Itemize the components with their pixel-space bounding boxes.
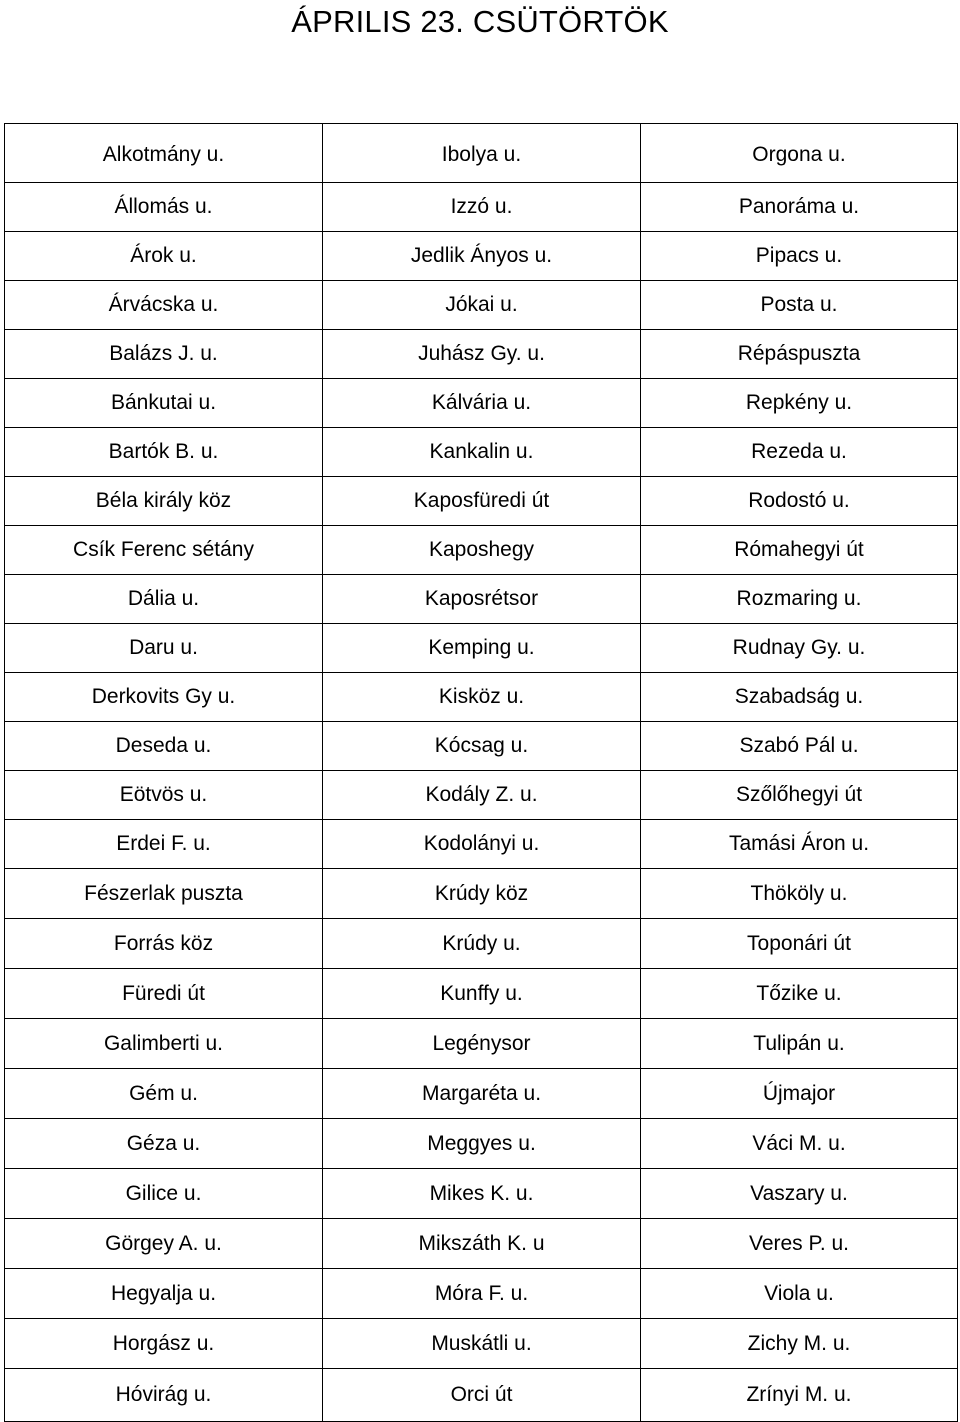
table-row: [5, 1219, 958, 1269]
street-cell: Zichy M. u.: [641, 1319, 958, 1369]
street-cell: Béla király köz: [5, 477, 323, 526]
street-cell: Váci M. u.: [641, 1119, 958, 1169]
street-cell: Csík Ferenc sétány: [5, 526, 323, 575]
street-cell: Posta u.: [641, 281, 958, 330]
table-row: [5, 1269, 958, 1319]
street-cell: Alkotmány u.: [5, 124, 323, 183]
street-cell: Szabadság u.: [641, 673, 958, 722]
street-cell: Füredi út: [5, 969, 323, 1019]
table-row: [5, 1169, 958, 1219]
street-cell: Meggyes u.: [323, 1119, 641, 1169]
table-row: [5, 281, 958, 330]
street-cell: Daru u.: [5, 624, 323, 673]
street-cell: Galimberti u.: [5, 1019, 323, 1069]
street-cell: Árok u.: [5, 232, 323, 281]
table-row: [5, 1119, 958, 1169]
street-cell: Margaréta u.: [323, 1069, 641, 1119]
street-cell: Újmajor: [641, 1069, 958, 1119]
street-cell: Orci út: [323, 1369, 641, 1422]
street-cell: Thököly u.: [641, 869, 958, 919]
street-cell: Kaposrétsor: [323, 575, 641, 624]
street-cell: Tőzike u.: [641, 969, 958, 1019]
street-cell: Jedlik Ányos u.: [323, 232, 641, 281]
street-cell: Dália u.: [5, 575, 323, 624]
street-table-body: [5, 124, 958, 1422]
street-cell: Izzó u.: [323, 183, 641, 232]
table-row: [5, 330, 958, 379]
street-cell: Krúdy köz: [323, 869, 641, 919]
street-cell: Móra F. u.: [323, 1269, 641, 1319]
street-cell: Kunffy u.: [323, 969, 641, 1019]
street-cell: Hóvirág u.: [5, 1369, 323, 1422]
street-cell: Erdei F. u.: [5, 820, 323, 869]
table-row: [5, 673, 958, 722]
street-cell: Vaszary u.: [641, 1169, 958, 1219]
street-cell: Rómahegyi út: [641, 526, 958, 575]
street-cell: Viola u.: [641, 1269, 958, 1319]
table-row: [5, 869, 958, 919]
street-cell: Tamási Áron u.: [641, 820, 958, 869]
street-cell: Állomás u.: [5, 183, 323, 232]
street-cell: Répáspuszta: [641, 330, 958, 379]
street-cell: Balázs J. u.: [5, 330, 323, 379]
street-cell: Szabó Pál u.: [641, 722, 958, 771]
street-cell: Kálvária u.: [323, 379, 641, 428]
table-row: [5, 722, 958, 771]
street-cell: Tulipán u.: [641, 1019, 958, 1069]
street-cell: Panoráma u.: [641, 183, 958, 232]
table-row: [5, 771, 958, 820]
street-cell: Rozmaring u.: [641, 575, 958, 624]
street-cell: Kisköz u.: [323, 673, 641, 722]
street-cell: Derkovits Gy u.: [5, 673, 323, 722]
street-cell: Juhász Gy. u.: [323, 330, 641, 379]
table-row: [5, 1069, 958, 1119]
street-cell: Eötvös u.: [5, 771, 323, 820]
street-cell: Rudnay Gy. u.: [641, 624, 958, 673]
street-cell: Bánkutai u.: [5, 379, 323, 428]
page-title: ÁPRILIS 23. CSÜTÖRTÖK: [291, 4, 669, 39]
street-cell: Kaposfüredi út: [323, 477, 641, 526]
street-cell: Bartók B. u.: [5, 428, 323, 477]
street-cell: Zrínyi M. u.: [641, 1369, 958, 1422]
table-row: [5, 969, 958, 1019]
street-cell: Mikes K. u.: [323, 1169, 641, 1219]
street-cell: Muskátli u.: [323, 1319, 641, 1369]
table-row: [5, 183, 958, 232]
table-row: [5, 624, 958, 673]
street-cell: Kemping u.: [323, 624, 641, 673]
table-row: [5, 232, 958, 281]
street-cell: Repkény u.: [641, 379, 958, 428]
street-cell: Horgász u.: [5, 1319, 323, 1369]
street-cell: Gilice u.: [5, 1169, 323, 1219]
street-cell: Kócsag u.: [323, 722, 641, 771]
street-cell: Kodolányi u.: [323, 820, 641, 869]
street-cell: Gém u.: [5, 1069, 323, 1119]
street-cell: Kaposhegy: [323, 526, 641, 575]
street-cell: Görgey A. u.: [5, 1219, 323, 1269]
street-cell: Kodály Z. u.: [323, 771, 641, 820]
table-row: [5, 820, 958, 869]
street-cell: Krúdy u.: [323, 919, 641, 969]
street-cell: Toponári út: [641, 919, 958, 969]
table-row: [5, 428, 958, 477]
table-row: [5, 124, 958, 183]
street-cell: Ibolya u.: [323, 124, 641, 183]
table-row: [5, 919, 958, 969]
table-row: [5, 526, 958, 575]
street-cell: Árvácska u.: [5, 281, 323, 330]
street-cell: Fészerlak puszta: [5, 869, 323, 919]
street-cell: Szőlőhegyi út: [641, 771, 958, 820]
street-cell: Deseda u.: [5, 722, 323, 771]
street-cell: Rezeda u.: [641, 428, 958, 477]
street-cell: Jókai u.: [323, 281, 641, 330]
table-row: [5, 1369, 958, 1422]
table-row: [5, 477, 958, 526]
street-cell: Orgona u.: [641, 124, 958, 183]
street-cell: Kankalin u.: [323, 428, 641, 477]
street-cell: Pipacs u.: [641, 232, 958, 281]
street-table: [4, 123, 958, 1422]
table-row: [5, 1319, 958, 1369]
street-cell: Legénysor: [323, 1019, 641, 1069]
table-row: [5, 379, 958, 428]
table-row: [5, 1019, 958, 1069]
street-cell: Forrás köz: [5, 919, 323, 969]
street-cell: Mikszáth K. u: [323, 1219, 641, 1269]
street-cell: Hegyalja u.: [5, 1269, 323, 1319]
table-row: [5, 575, 958, 624]
street-cell: Géza u.: [5, 1119, 323, 1169]
street-cell: Veres P. u.: [641, 1219, 958, 1269]
street-cell: Rodostó u.: [641, 477, 958, 526]
